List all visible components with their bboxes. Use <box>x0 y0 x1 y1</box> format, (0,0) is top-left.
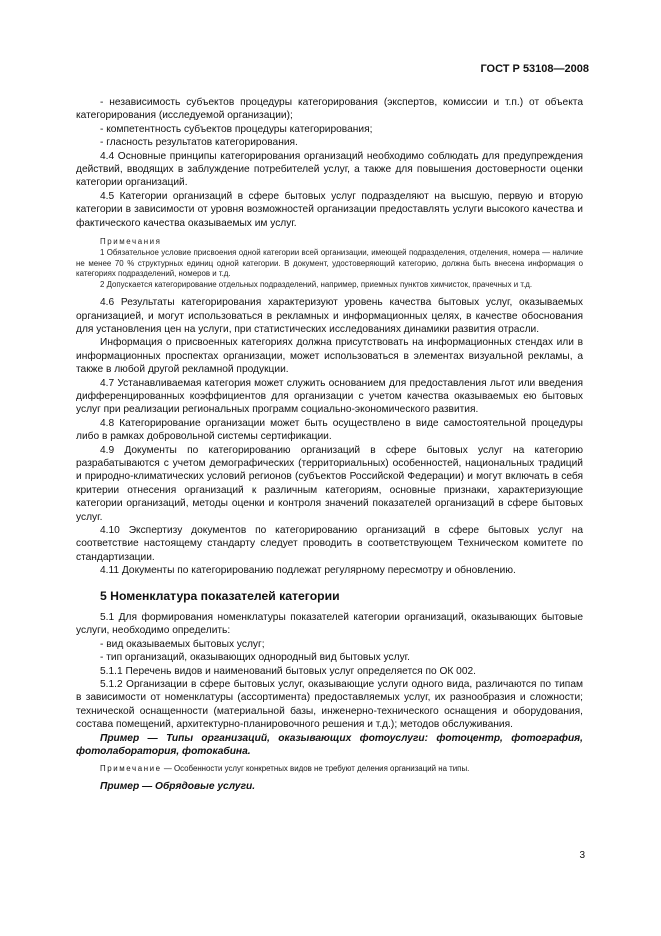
clause-5-1-2: 5.1.2 Организации в сфере бытовых услуг, оказывающие услуги одного вида, различаются по типам в зависимости от номенклатуры (ассортимента) предоставляемых услуг, их разнообразия и сложности; технической оснащенности (материальной базы, инженерно-технического оснащения и оборудования, состава помещений, архитектурно-планировочного решения и т.д.); методов обслуживания. <box>76 679 583 731</box>
clause-4-8: 4.8 Категорирование организации может быть осуществлено в виде самостоятельной процедуры либо в рамках добровольной системы сертификации. <box>76 417 583 443</box>
note-item: 1 Обязательное условие присвоения одной категории всей организации, имеющей подразделения, отделения, номера — наличие не менее 70 % структурных единиц одной категории. В документ, удостоверяющий категорию, должна быть внесена информация о категориях подразделений, номеров и т.д. <box>76 248 583 279</box>
clause-4-4: 4.4 Основные принципы категорирования организаций необходимо соблюдать для предупреждения действий, вводящих в заблуждение потребителей услуг, а также для повышения достоверности оценки категории организаций. <box>76 150 583 189</box>
note-text: — Особенности услуг конкретных видов не требуют деления организаций на типы. <box>161 763 470 773</box>
note-single <box>76 764 583 774</box>
note-item: 2 Допускается категорирование отдельных подразделений, например, приемных пунктов химчисток, прачечных и т.д. <box>100 279 533 289</box>
document-code-header: ГОСТ Р 53108—2008 <box>480 63 589 75</box>
page-number: 3 <box>579 850 585 861</box>
page-body <box>76 96 583 793</box>
notes-title: Примечания <box>100 237 162 247</box>
example-ritual-services: Пример — Обрядовые услуги. <box>100 780 256 792</box>
paragraph: Информация о присвоенных категориях должна присутствовать на информационных стендах или в информационных проспектах организации, может использоваться в элементах визуальной рекламы, а также в любой другой рекламной продукции. <box>76 337 583 376</box>
section-5-title: 5 Номенклатура показателей категории <box>100 588 340 603</box>
clause-4-6: 4.6 Результаты категорирования характеризуют уровень качества бытовых услуг, оказываемых организацией, и могут использоваться в рекламных и информационных целях, в качестве обоснования для установления цен на услуги, при статистических исследованиях динамики развития отрасли. <box>76 297 583 335</box>
list-item: - независимость субъектов процедуры категорирования (экспертов, комиссии и т.п.) от объекта категорирования (исследуемой организации); <box>76 97 583 122</box>
clause-5-1: 5.1 Для формирования номенклатуры показателей категории организаций, оказывающих бытовые услуги, необходимо определить: <box>76 612 583 637</box>
clause-5-1-1: 5.1.1 Перечень видов и наименований бытовых услуг определяется по ОК 002. <box>100 665 476 677</box>
note-label: Примечание <box>100 763 162 773</box>
clause-4-11: 4.11 Документы по категорированию подлежат регулярному пересмотру и обновлению. <box>100 565 516 577</box>
list-item: - тип организаций, оказывающих однородный вид бытовых услуг. <box>100 652 410 664</box>
clause-4-10: 4.10 Экспертизу документов по категорированию организаций в сфере бытовых услуг на соответствие настоящему стандарту следует проводить в соответствующем Техническом комитете по стандартизации. <box>76 525 583 563</box>
list-item: - вид оказываемых бытовых услуг; <box>100 638 265 650</box>
list-item: - гласность результатов категорирования. <box>100 137 298 149</box>
clause-4-7: 4.7 Устанавливаемая категория может служить основанием для предоставления льгот или введения дифференцированных коэффициентов для организации с учетом качества оказываемых ею бытовых услуг при реализации региональных программ социально-экономического развития. <box>76 377 583 416</box>
example-photo-services: Пример — Типы организаций, оказывающих фотоуслуги: фотоцентр, фотография, фотолаборатория, фотокабина. <box>76 732 583 758</box>
list-item: - компетентность субъектов процедуры категорирования; <box>100 123 373 135</box>
notes-block <box>76 237 583 290</box>
clause-4-5: 4.5 Категории организаций в сфере бытовых услуг подразделяют на высшую, первую и вторую категории в зависимости от уровня возможностей организации предоставлять услуги высокого качества и фактического качества оказываемых им услуг. <box>76 190 583 229</box>
clause-4-9: 4.9 Документы по категорированию организаций в сфере бытовых услуг на категорию разрабатываются с учетом демографических (территориальных) особенностей, национальных традиций и природно-климатических условий регионов (субъектов Российской Федерации) и могут включать в себя критерии отнесения организаций к различным категориям, основные признаки, характеризующие категории организаций, методы оценки и контроля значений показателей организаций в сфере бытовых услуг. <box>76 444 583 523</box>
